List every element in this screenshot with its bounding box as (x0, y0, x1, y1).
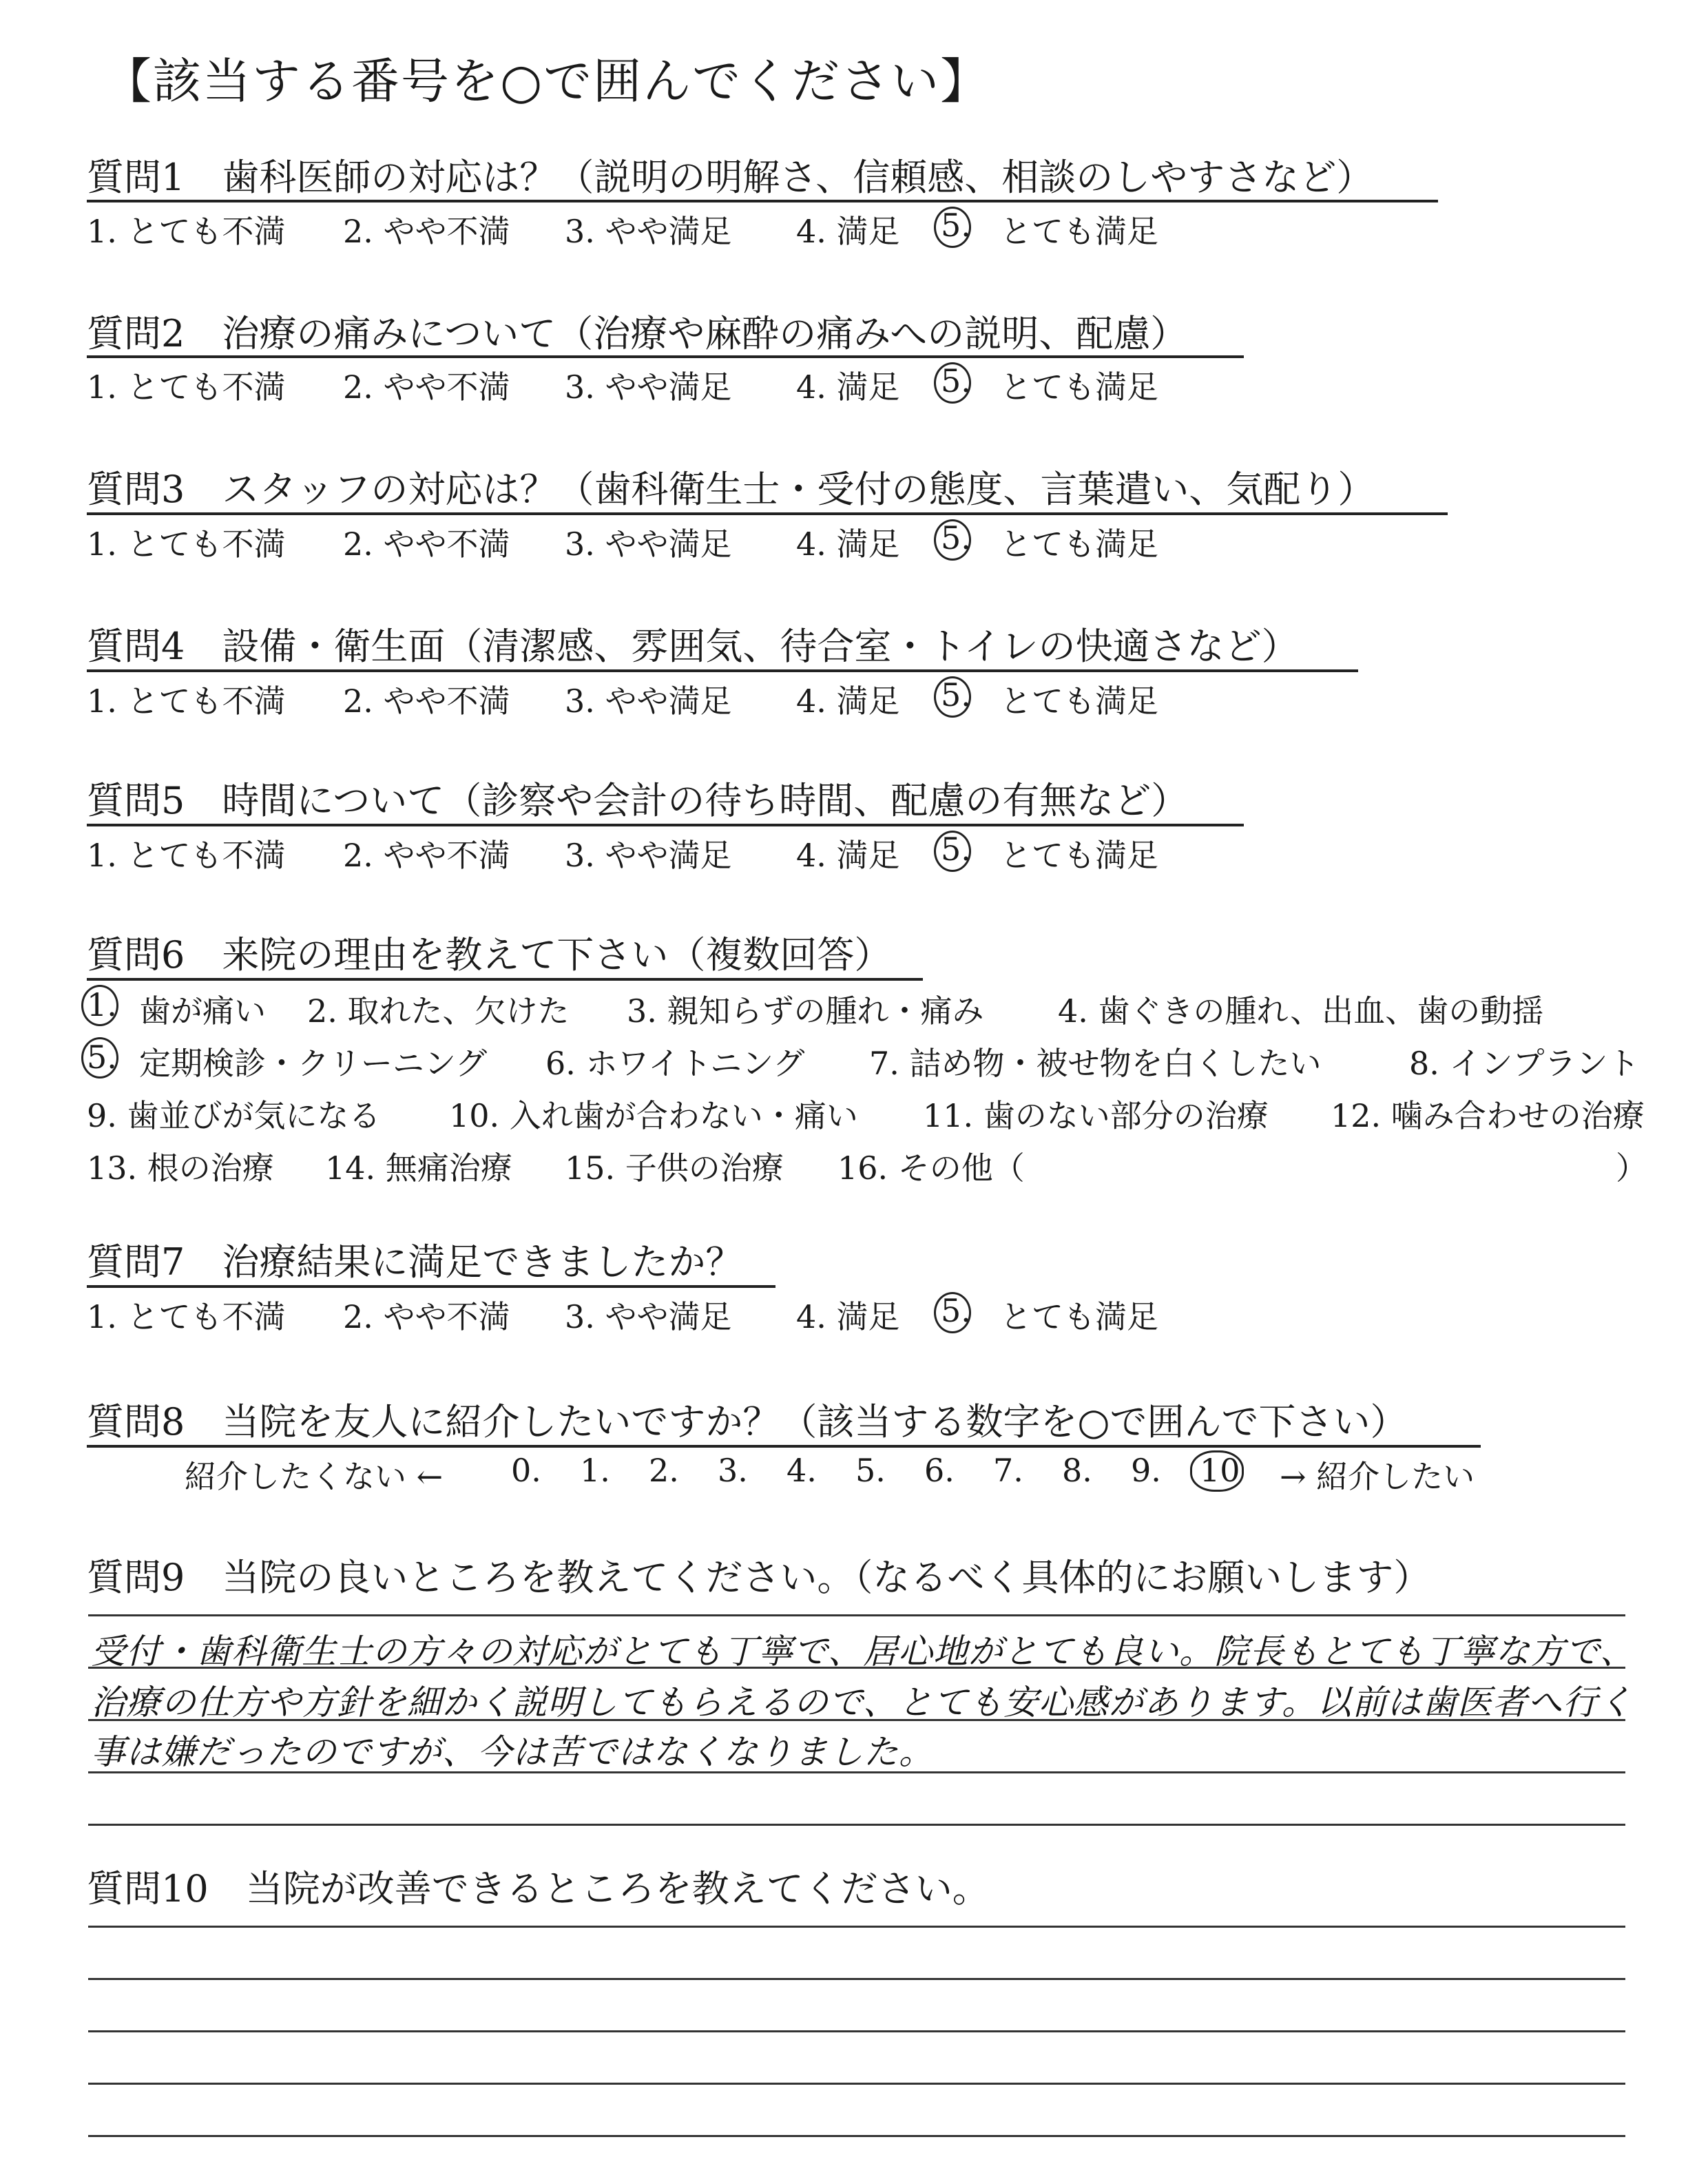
answer-text-line-2: 治療の仕方や方針を細かく説明してもらえるので、とても安心感があります。以前は歯医者へ行く (91, 1683, 1633, 1722)
reason-15[interactable]: 15. 子供の治療 (565, 1149, 784, 1187)
question-6-title: 質問6 来院の理由を教えて下さい（複数回答） (87, 933, 892, 977)
reason-13[interactable]: 13. 根の治療 (87, 1149, 274, 1187)
option-5-label[interactable]: とても満足 (1000, 1298, 1158, 1335)
reason-7[interactable]: 7. 詰め物・被せ物を白くしたい (869, 1045, 1322, 1082)
scale-3[interactable]: 3. (718, 1452, 748, 1489)
selected-circle (934, 1292, 971, 1333)
question-6-options (87, 986, 1671, 1207)
option-3[interactable]: 3. やや満足 (565, 213, 732, 250)
option-4[interactable]: 4. 満足 (796, 837, 900, 874)
reason-2[interactable]: 2. 取れた、欠けた (307, 992, 570, 1030)
answer-line (88, 1926, 1625, 1928)
reason-10[interactable]: 10. 入れ歯が合わない・痛い (449, 1097, 858, 1134)
scale-5[interactable]: 5. (855, 1452, 886, 1489)
answer-line (88, 2083, 1625, 2085)
answer-line (88, 1824, 1625, 1826)
option-5[interactable]: 5. (941, 676, 971, 713)
answer-line (88, 1614, 1625, 1616)
question-3-title: 質問3 スタッフの対応は？（歯科衛生士・受付の態度、言葉遣い、気配り） (87, 468, 1375, 511)
question-1-title: 質問1 歯科医師の対応は？（説明の明解さ、信頼感、相談のしやすさなど） (87, 156, 1374, 199)
scale-9[interactable]: 9. (1131, 1452, 1161, 1489)
question-1-underline (87, 200, 1438, 202)
option-3[interactable]: 3. やや満足 (565, 837, 732, 874)
question-9-title: 質問9 当院の良いところを教えてください。（なるべく具体的にお願いします） (87, 1556, 1431, 1599)
scale-2[interactable]: 2. (649, 1452, 679, 1489)
scale-7[interactable]: 7. (993, 1452, 1023, 1489)
scale-10[interactable]: 10 (1200, 1452, 1240, 1489)
option-2[interactable]: 2. やや不満 (343, 1298, 510, 1335)
scale-8[interactable]: 8. (1062, 1452, 1092, 1489)
selected-circle (81, 1037, 118, 1079)
option-5[interactable]: 5. (941, 362, 971, 399)
question-8-underline (87, 1445, 1481, 1448)
option-4[interactable]: 4. 満足 (796, 1298, 900, 1335)
question-2-title: 質問2 治療の痛みについて（治療や麻酔の痛みへの説明、配慮） (87, 312, 1188, 355)
option-5-label[interactable]: とても満足 (1000, 525, 1158, 563)
reason-1-label[interactable]: 歯が痛い (139, 992, 266, 1030)
option-3[interactable]: 3. やや満足 (565, 683, 732, 720)
page-title: 【該当する番号を○で囲んでください】 (103, 53, 990, 110)
selected-circle (934, 519, 971, 561)
selected-circle (934, 362, 971, 404)
option-4[interactable]: 4. 満足 (796, 368, 900, 406)
scale-4[interactable]: 4. (787, 1452, 817, 1489)
option-5-label[interactable]: とても満足 (1000, 368, 1158, 406)
selected-circle (934, 676, 971, 718)
answer-line (88, 2030, 1625, 2032)
reason-14[interactable]: 14. 無痛治療 (325, 1149, 512, 1187)
question-3-underline (87, 512, 1448, 515)
option-5[interactable]: 5. (941, 207, 971, 244)
option-4[interactable]: 4. 満足 (796, 683, 900, 720)
option-1[interactable]: 1. とても不満 (87, 683, 286, 720)
option-2[interactable]: 2. やや不満 (343, 368, 510, 406)
question-8-title: 質問8 当院を友人に紹介したいですか？（該当する数字を○で囲んで下さい） (87, 1400, 1408, 1444)
question-5-title: 質問5 時間について（診察や会計の待ち時間、配慮の有無など） (87, 779, 1189, 822)
reason-3[interactable]: 3. 親知らずの腫れ・痛み (627, 992, 984, 1030)
reason-9[interactable]: 9. 歯並びが気になる (87, 1097, 381, 1134)
reason-6[interactable]: 6. ホワイトニング (545, 1045, 805, 1082)
reason-16-close: ） (1616, 1149, 1647, 1187)
option-1[interactable]: 1. とても不満 (87, 1298, 286, 1335)
answer-line (88, 2135, 1625, 2137)
reason-5-number[interactable]: 5. (87, 1039, 117, 1076)
question-8-scale (185, 1452, 1562, 1500)
reason-4[interactable]: 4. 歯ぐきの腫れ、出血、歯の動揺 (1058, 992, 1544, 1030)
question-2-underline (87, 355, 1244, 358)
option-1[interactable]: 1. とても不満 (87, 368, 286, 406)
reason-12[interactable]: 12. 噛み合わせの治療 (1331, 1097, 1645, 1134)
answer-text-line-1: 受付・歯科衛生士の方々の対応がとても丁寧で、居心地がとても良い。院長もとても丁寧な方で、 (91, 1632, 1635, 1671)
reason-11[interactable]: 11. 歯のない部分の治療 (923, 1097, 1269, 1134)
reason-5-label[interactable]: 定期検診・クリーニング (139, 1045, 488, 1082)
option-2[interactable]: 2. やや不満 (343, 683, 510, 720)
option-1[interactable]: 1. とても不満 (87, 213, 286, 250)
option-5[interactable]: 5. (941, 519, 971, 556)
scale-1[interactable]: 1. (580, 1452, 610, 1489)
question-4-title: 質問4 設備・衛生面（清潔感、雰囲気、待合室・トイレの快適さなど） (87, 625, 1299, 668)
option-2[interactable]: 2. やや不満 (343, 837, 510, 874)
scale-6[interactable]: 6. (924, 1452, 955, 1489)
scale-left-label: 紹介したくない ← (185, 1458, 444, 1495)
option-5-label[interactable]: とても満足 (1000, 837, 1158, 874)
selected-circle (1190, 1450, 1244, 1492)
question-5-underline (87, 824, 1244, 826)
option-3[interactable]: 3. やや満足 (565, 1298, 732, 1335)
option-4[interactable]: 4. 満足 (796, 213, 900, 250)
answer-text-line-3: 事は嫌だったのですが、今は苦ではなくなりました。 (91, 1732, 934, 1772)
scale-0[interactable]: 0. (511, 1452, 541, 1489)
reason-1-number[interactable]: 1. (87, 986, 117, 1023)
option-5-label[interactable]: とても満足 (1000, 683, 1158, 720)
option-1[interactable]: 1. とても不満 (87, 837, 286, 874)
question-4-underline (87, 669, 1358, 672)
question-7-title: 質問7 治療結果に満足できましたか？ (87, 1240, 743, 1284)
option-4[interactable]: 4. 満足 (796, 525, 900, 563)
selected-circle (81, 985, 118, 1026)
question-10-title: 質問10 当院が改善できるところを教えてください。 (87, 1867, 990, 1910)
selected-circle (934, 207, 971, 248)
option-3[interactable]: 3. やや満足 (565, 368, 732, 406)
option-5[interactable]: 5. (941, 831, 971, 868)
option-5[interactable]: 5. (941, 1292, 971, 1329)
option-2[interactable]: 2. やや不満 (343, 213, 510, 250)
option-1[interactable]: 1. とても不満 (87, 525, 286, 563)
option-5-label[interactable]: とても満足 (1000, 213, 1158, 250)
question-7-underline (87, 1285, 775, 1288)
scale-right-label: → 紹介したい (1280, 1458, 1475, 1495)
option-2[interactable]: 2. やや不満 (343, 525, 510, 563)
option-3[interactable]: 3. やや満足 (565, 525, 732, 563)
reason-8[interactable]: 8. インプラント (1409, 1045, 1640, 1082)
question-6-underline (87, 978, 923, 981)
reason-16[interactable]: 16. その他（ (837, 1149, 1025, 1187)
selected-circle (934, 831, 971, 872)
answer-line (88, 1978, 1625, 1980)
